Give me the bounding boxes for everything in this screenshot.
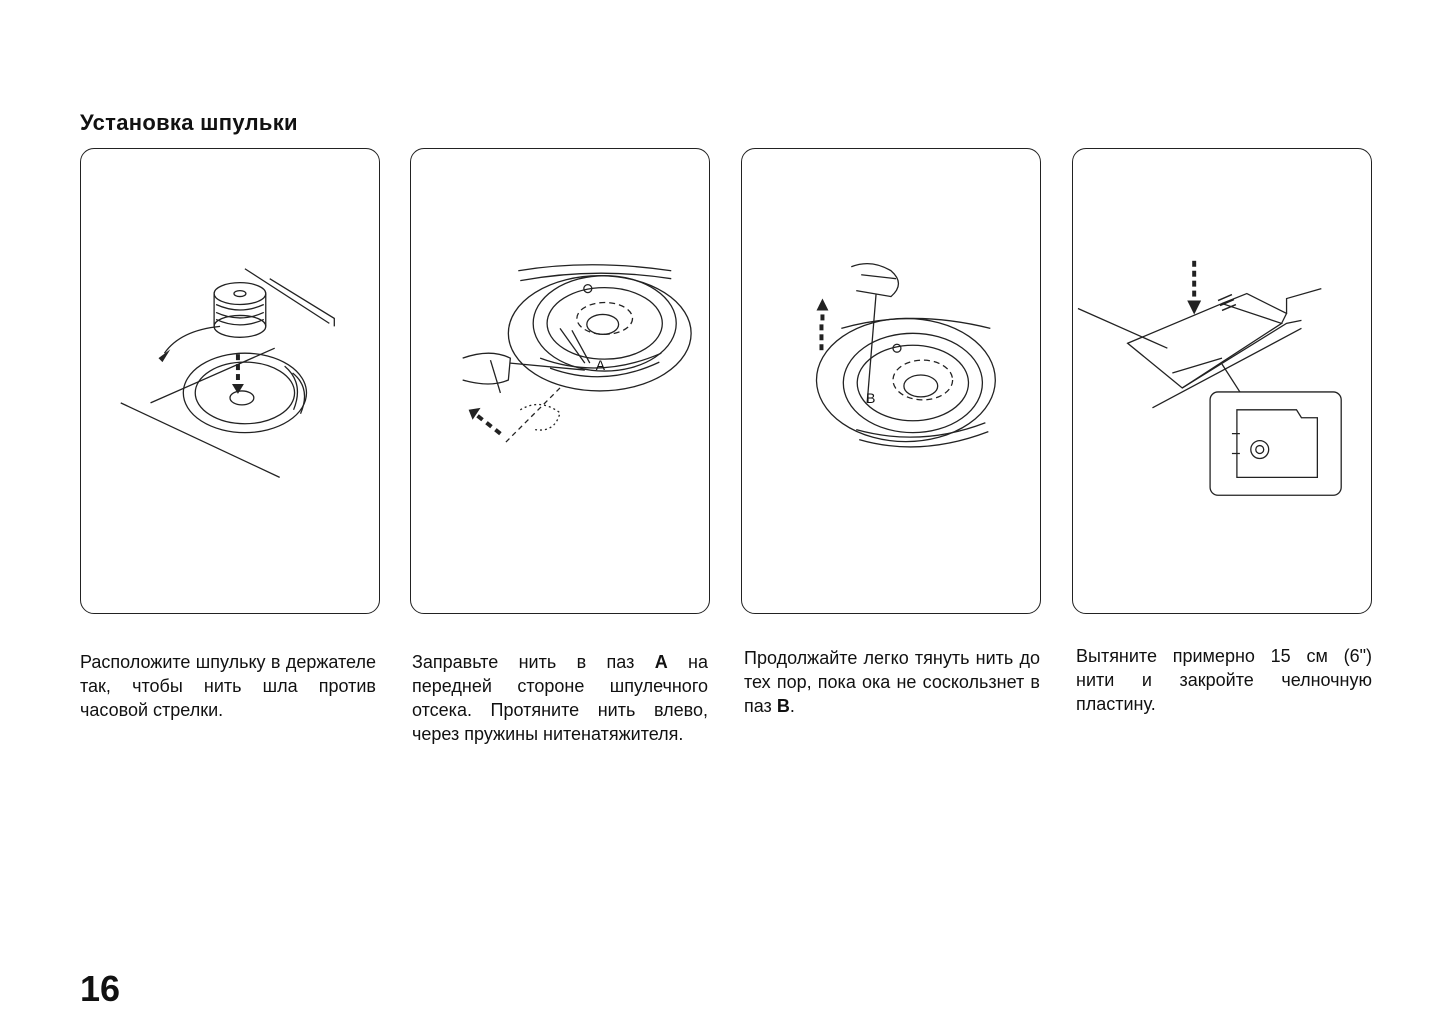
step-4-caption-text: Вытяните примерно 15 см (6") нити и закройте челночную пластину.	[1076, 646, 1372, 714]
step-2-caption	[412, 650, 708, 746]
step-3-caption	[744, 646, 1040, 718]
thread-slot-b-illustration	[742, 149, 1040, 613]
slot-a-label: A	[595, 357, 606, 374]
step-1-caption	[80, 650, 376, 722]
step-4-illustration-panel	[1072, 148, 1372, 614]
page-number: 16	[80, 968, 121, 1009]
step-2-caption-bold: A	[654, 652, 668, 672]
close-plate-illustration	[1073, 149, 1371, 613]
bobbin-placement-illustration	[81, 149, 379, 613]
step-2-caption-text: Заправьте нить в паз	[412, 652, 655, 672]
step-3-caption-text: Продолжайте легко тянуть нить до тех пор, пока ока не соскользнет в паз	[744, 648, 1040, 716]
step-3-caption-tail: .	[789, 696, 795, 716]
thread-slot-a-illustration	[411, 149, 709, 613]
step-2-illustration-panel	[410, 148, 710, 614]
step-4-caption	[1076, 644, 1372, 716]
step-1-illustration-panel	[80, 148, 380, 614]
step-1-caption-text: Расположите шпульку в держателе так, чтобы нить шла против часовой стрелки.	[80, 652, 376, 720]
section-title: Установка шпульки	[80, 110, 298, 135]
arrow-icon	[1187, 301, 1201, 315]
step-3-illustration-panel	[741, 148, 1041, 614]
step-3-caption-bold: B	[776, 696, 790, 716]
arrow-icon	[817, 299, 829, 311]
slot-b-label: B	[866, 389, 876, 406]
arrow-icon	[158, 349, 170, 362]
step-2-caption-tail: на передней стороне шпулечного отсека. Протяните нить влево, через пружины нитенатяжителя.	[412, 652, 709, 744]
